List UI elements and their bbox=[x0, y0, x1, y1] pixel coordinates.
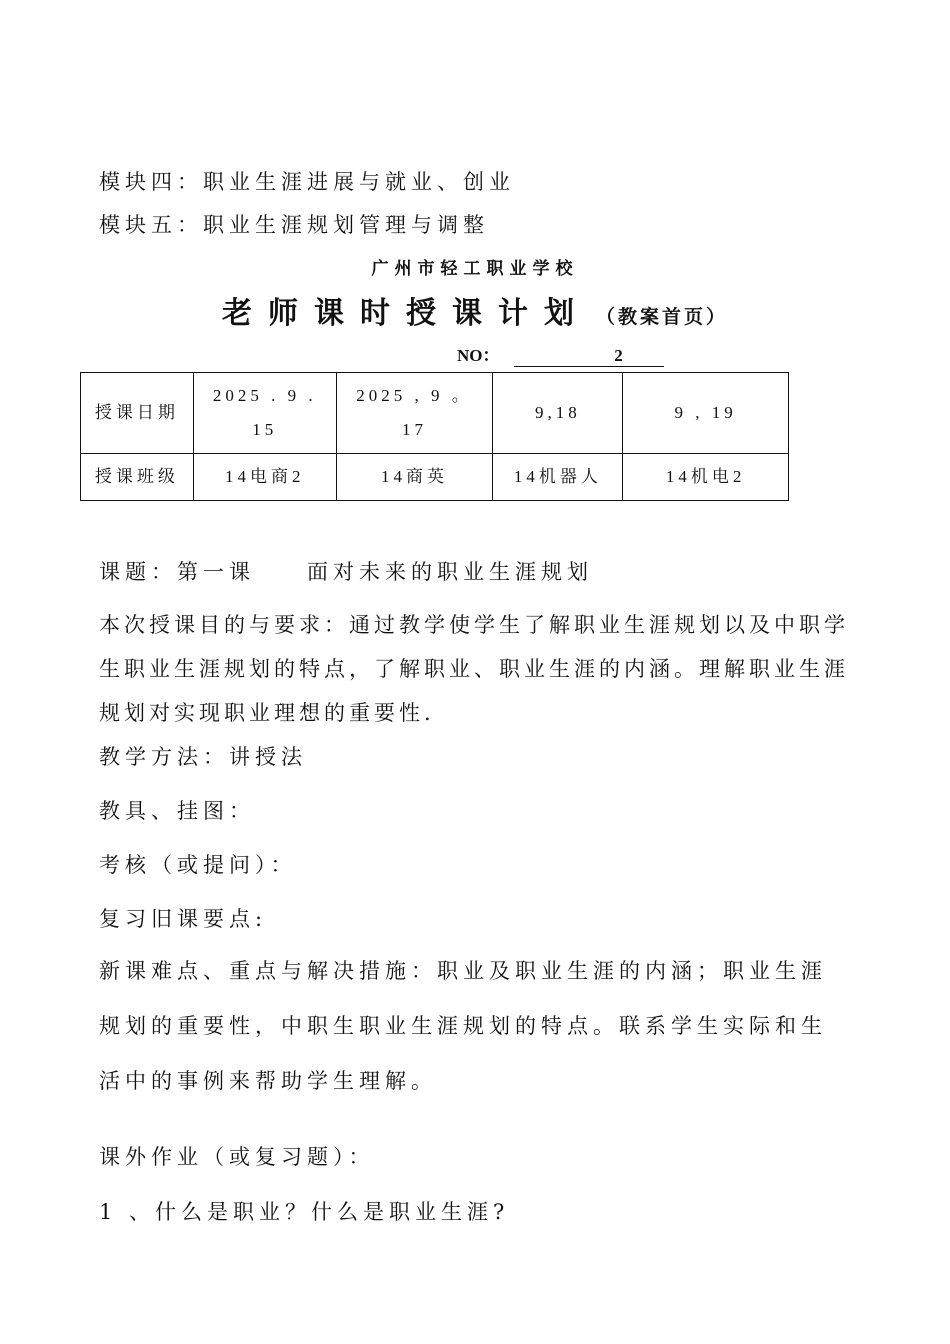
class-cell: 14机电2 bbox=[623, 454, 789, 501]
date-cell: 9,18 bbox=[493, 373, 623, 454]
document-subtitle: （教案首页） bbox=[595, 306, 728, 328]
homework-label: 课外作业（或复习题）： bbox=[99, 1145, 375, 1169]
document-title-row bbox=[0, 288, 950, 332]
class-cell: 14机器人 bbox=[493, 454, 623, 501]
document-number-label: NO： bbox=[457, 346, 500, 365]
document-title: 老师课时授课计划 bbox=[221, 296, 590, 331]
document-number bbox=[457, 341, 664, 367]
teaching-method: 教学方法：讲授法 bbox=[99, 745, 307, 769]
date-cell: 2025 . 9 . 15 bbox=[193, 373, 336, 454]
school-name: 广州市轻工职业学校 bbox=[371, 259, 579, 279]
teaching-tools: 教具、挂图： bbox=[99, 799, 255, 823]
date-cell: 2025 , 9 。17 bbox=[336, 373, 493, 454]
key-points: 新课难点、重点与解决措施：职业及职业生涯的内涵；职业生涯规划的重要性，中职生职业生涯规划的特点。联系学生实际和生活中的事例来帮助学生理解。 bbox=[99, 959, 827, 1093]
table-row-classes bbox=[81, 454, 789, 501]
module-five-text: 模块五：职业生涯规划管理与调整 bbox=[99, 213, 489, 237]
class-cell: 14商英 bbox=[336, 454, 493, 501]
document-number-value: 2 bbox=[514, 346, 664, 367]
row-label-classes: 授课班级 bbox=[81, 454, 194, 501]
schedule-table bbox=[80, 372, 789, 501]
table-row-dates bbox=[81, 373, 789, 454]
class-cell: 14电商2 bbox=[193, 454, 336, 501]
date-cell: 9 , 19 bbox=[623, 373, 789, 454]
assessment: 考核（或提问）： bbox=[99, 853, 297, 877]
module-four-text: 模块四：职业生涯进展与就业、创业 bbox=[99, 170, 515, 194]
homework-item: 1 、什么是职业？什么是职业生涯? bbox=[99, 1200, 510, 1224]
row-label-dates: 授课日期 bbox=[81, 373, 194, 454]
lesson-objectives: 本次授课目的与要求：通过教学使学生了解职业生涯规划以及中职学生职业生涯规划的特点，了解职业、职业生涯的内涵。理解职业生涯规划对实现职业理想的重要性. bbox=[99, 613, 849, 725]
lesson-topic: 课题：第一课 面对未来的职业生涯规划 bbox=[99, 560, 593, 584]
review-points: 复习旧课要点: bbox=[99, 907, 268, 931]
